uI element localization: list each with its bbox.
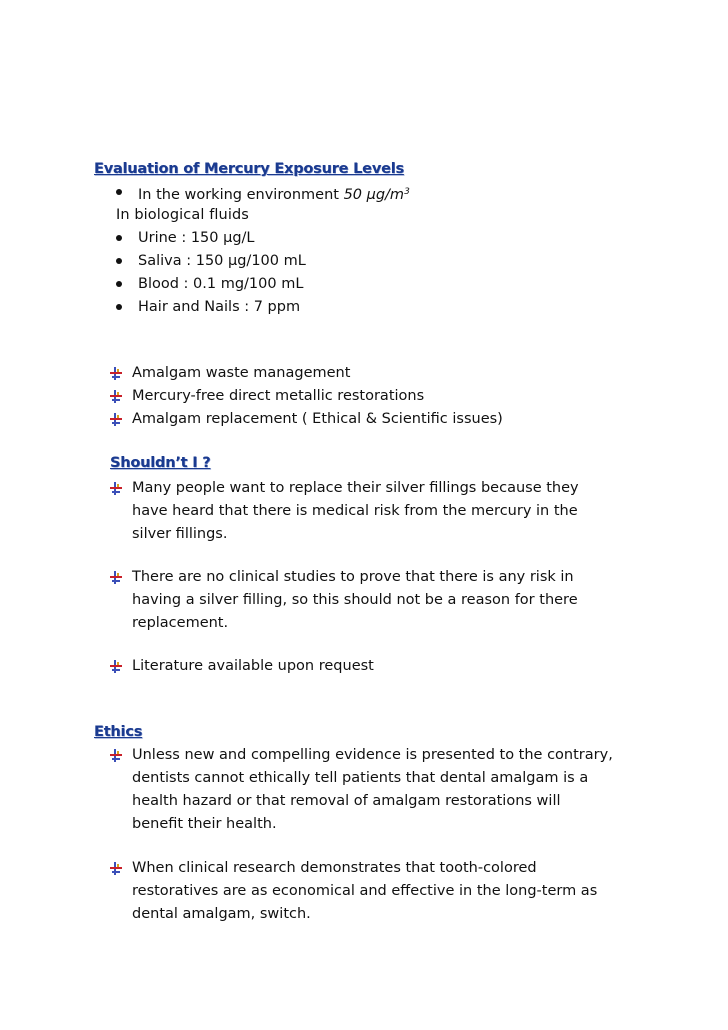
paragraph-line: dental amalgam, switch.	[132, 906, 311, 922]
bullet-dot-icon	[116, 189, 122, 195]
paragraph-line: There are no clinical studies to prove that there is any risk in	[132, 569, 574, 585]
sub-heading-biological-fluids: In biological fluids	[116, 207, 249, 223]
list-item-urine: Urine : 150 µg/L	[138, 230, 255, 246]
paragraph-line: benefit their health.	[132, 816, 277, 832]
bullet-dot-icon	[116, 304, 122, 310]
section-heading-mercury-exposure: Evaluation of Mercury Exposure Levels	[94, 161, 404, 177]
list-item-literature: Literature available upon request	[132, 658, 374, 674]
paragraph-line: dentists cannot ethically tell patients that dental amalgam is a	[132, 770, 589, 786]
paragraph-line: When clinical research demonstrates that tooth-colored	[132, 860, 537, 876]
fancy-bullet-icon	[110, 571, 122, 584]
list-item-amalgam-replacement: Amalgam replacement ( Ethical & Scientific issues)	[132, 411, 503, 427]
paragraph-line: having a silver filling, so this should not be a reason for there	[132, 592, 578, 608]
bullet-dot-icon	[116, 281, 122, 287]
paragraph-line: Many people want to replace their silver fillings because they	[132, 480, 579, 496]
env-text: In the working environment	[138, 187, 344, 203]
bullet-dot-icon	[116, 258, 122, 264]
env-value: 50 µg/m	[343, 187, 405, 203]
fancy-bullet-icon	[110, 482, 122, 495]
list-item-saliva: Saliva : 150 µg/100 mL	[138, 253, 306, 269]
paragraph-line: restoratives are as economical and effective in the long-term as	[132, 883, 598, 899]
list-item-hair-nails: Hair and Nails : 7 ppm	[138, 299, 301, 315]
paragraph-line: have heard that there is medical risk from the mercury in the	[132, 503, 578, 519]
list-item-waste-management: Amalgam waste management	[132, 365, 351, 381]
fancy-bullet-icon	[110, 862, 122, 875]
paragraph-line: replacement.	[132, 615, 229, 631]
list-item-mercury-free: Mercury-free direct metallic restorations	[132, 388, 425, 404]
section-heading-ethics: Ethics	[94, 724, 143, 740]
section-heading-shouldnt-i: Shouldn’t I ?	[110, 455, 211, 471]
fancy-bullet-icon	[110, 390, 122, 403]
list-item-working-environment	[138, 183, 410, 204]
fancy-bullet-icon	[110, 413, 122, 426]
paragraph-line: health hazard or that removal of amalgam restorations will	[132, 793, 561, 809]
fancy-bullet-icon	[110, 660, 122, 673]
paragraph-line: silver fillings.	[132, 526, 228, 542]
env-sup: 3	[404, 187, 410, 197]
bullet-dot-icon	[116, 235, 122, 241]
fancy-bullet-icon	[110, 367, 122, 380]
list-item-blood: Blood : 0.1 mg/100 mL	[138, 276, 304, 292]
paragraph-line: Unless new and compelling evidence is presented to the contrary,	[132, 747, 613, 763]
fancy-bullet-icon	[110, 749, 122, 762]
